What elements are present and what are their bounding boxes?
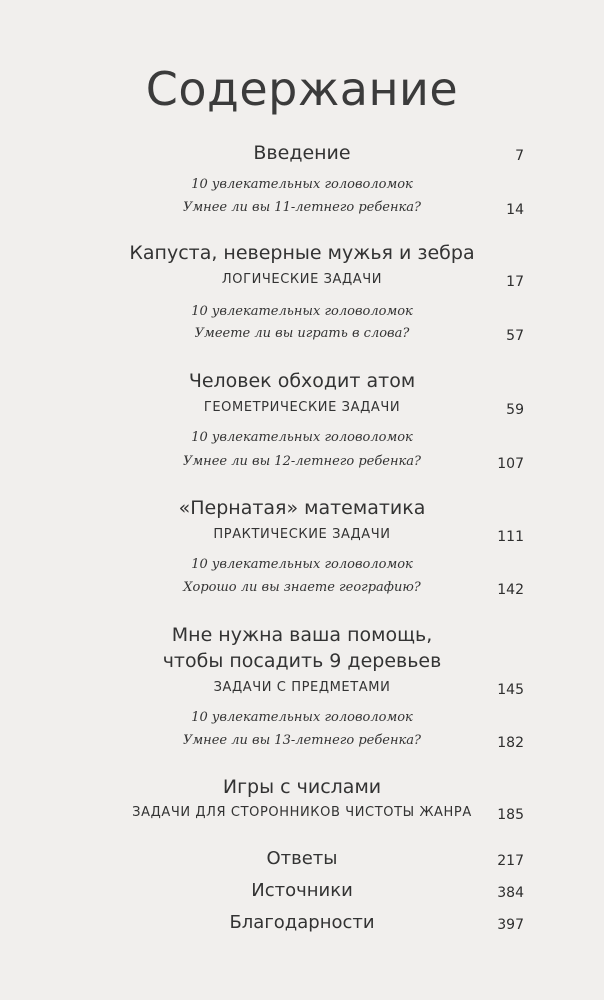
toc-entry: [0, 370, 604, 398]
toc-entry-title: Введение: [253, 142, 351, 164]
toc-entry: [0, 142, 604, 170]
toc-entry-page: 59: [506, 402, 524, 418]
toc-entry-title: 10 увлекательных головоломок: [191, 430, 413, 445]
toc-entry-title: Умнее ли вы 11-летнего ребенка?: [182, 200, 422, 215]
toc-entry-title: 10 увлекательных головоломок: [191, 177, 413, 192]
toc-entry-title: ЛОГИЧЕСКИЕ ЗАДАЧИ: [221, 272, 383, 287]
toc-entry: [0, 848, 604, 876]
toc-entry-title: 10 увлекательных головоломок: [191, 710, 413, 725]
toc-entry-title: Благодарности: [229, 912, 375, 933]
toc-entry: [0, 527, 604, 555]
toc-entry-title: Умнее ли вы 13-летнего ребенка?: [182, 733, 422, 748]
toc-entry-title: 10 увлекательных головоломок: [191, 557, 413, 572]
toc-entry-title: «Пернатая» математика: [178, 497, 426, 519]
toc-entry-page: 397: [497, 917, 524, 933]
toc-entry: [0, 776, 604, 804]
toc-entry-title: Умеете ли вы играть в слова?: [194, 326, 410, 341]
toc-entry-title: Человек обходит атом: [188, 370, 416, 392]
toc-entry-title: ЗАДАЧИ ДЛЯ СТОРОННИКОВ ЧИСТОТЫ ЖАНРА: [132, 805, 472, 820]
toc-entry: [0, 805, 604, 833]
toc-entry-page: 14: [506, 202, 524, 218]
toc-entry-title: Игры с числами: [222, 776, 382, 798]
toc-entry-page: 17: [506, 274, 524, 290]
toc-entry: [0, 200, 604, 228]
toc-entry: [0, 880, 604, 908]
toc-entry-page: 145: [497, 682, 524, 698]
toc-entry-page: 185: [497, 807, 524, 823]
toc-entry-page: 111: [497, 529, 524, 545]
toc-entry-page: 57: [506, 328, 524, 344]
toc-entry-page: 384: [497, 885, 524, 901]
toc-entry: [0, 454, 604, 482]
page-title: Содержание: [145, 62, 459, 116]
toc-entry-title: ГЕОМЕТРИЧЕСКИЕ ЗАДАЧИ: [203, 400, 401, 415]
toc-entry-page: 217: [497, 853, 524, 869]
toc-entry: [0, 326, 604, 354]
toc-entry-title: чтобы посадить 9 деревьев: [162, 650, 442, 672]
toc-entry-title: Мне нужна ваша помощь,: [171, 624, 433, 646]
toc-entry-title: Умнее ли вы 12-летнего ребенка?: [182, 454, 422, 469]
toc-entry-title: Источники: [251, 880, 353, 901]
toc-entry-title: Хорошо ли вы знаете географию?: [183, 580, 421, 595]
toc-entry: [0, 580, 604, 608]
toc-entry-page: 182: [497, 735, 524, 751]
toc-entry: [0, 242, 604, 270]
toc-entry: [0, 400, 604, 428]
toc-entry: [0, 624, 604, 652]
toc-entry: [0, 680, 604, 708]
toc-entry-title: Капуста, неверные мужья и зебра: [129, 242, 475, 264]
toc-entry-page: 107: [497, 456, 524, 472]
toc-entry: [0, 733, 604, 761]
toc-entry-title: Ответы: [266, 848, 338, 869]
toc-entry-page: 7: [515, 148, 524, 164]
toc-entry: [0, 497, 604, 525]
toc-entry: [0, 912, 604, 940]
toc-entry: [0, 272, 604, 300]
toc-entry-page: 142: [497, 582, 524, 598]
toc-entry: [0, 650, 604, 678]
toc-entry-title: 10 увлекательных головоломок: [191, 304, 413, 319]
toc-entry-title: ПРАКТИЧЕСКИЕ ЗАДАЧИ: [213, 527, 391, 542]
toc-entry-title: ЗАДАЧИ С ПРЕДМЕТАМИ: [213, 680, 391, 695]
